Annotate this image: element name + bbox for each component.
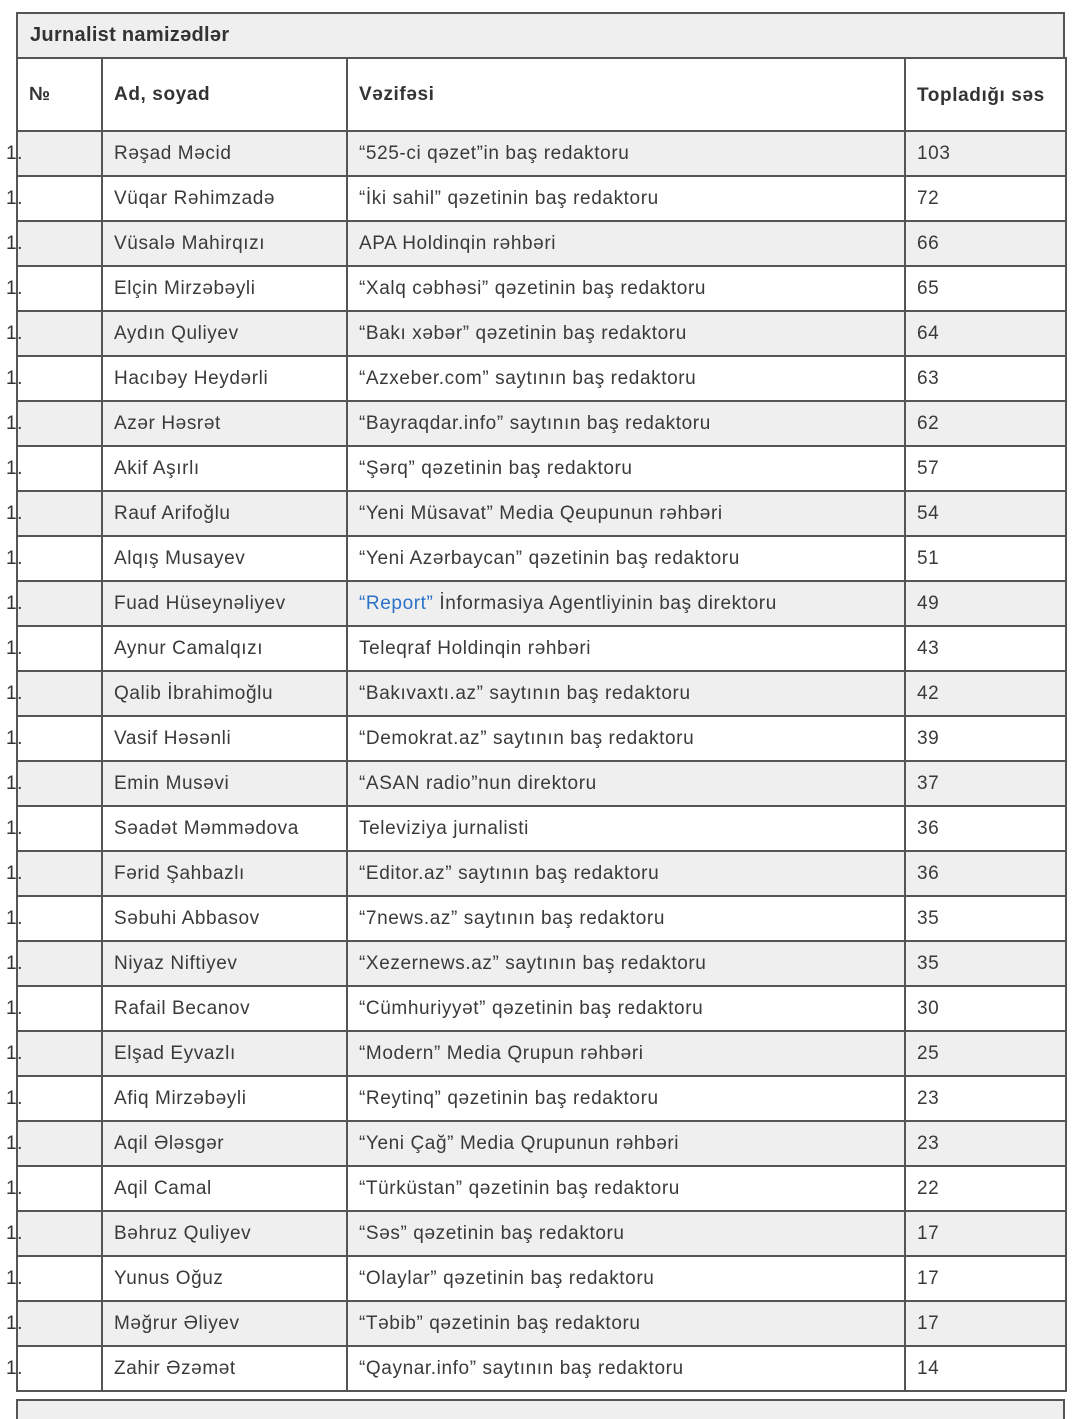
candidate-position: “Qaynar.info” saytının baş redaktoru — [347, 1346, 905, 1391]
candidate-name: Elşad Eyvazlı — [102, 1031, 347, 1076]
table-row — [17, 536, 1066, 581]
candidate-position: “ASAN radio”nun direktoru — [347, 761, 905, 806]
candidate-position: “525-ci qəzet”in baş redaktoru — [347, 131, 905, 176]
candidate-name: Aqil Camal — [102, 1166, 347, 1211]
row-number: 1. — [6, 682, 24, 704]
table-row — [17, 671, 1066, 716]
row-number-cell — [6, 716, 102, 761]
row-number: 1. — [6, 502, 24, 524]
candidate-name: Fuad Hüseynəliyev — [102, 581, 347, 626]
candidate-position: “Türküstan” qəzetinin baş redaktoru — [347, 1166, 905, 1211]
candidate-name: Akif Aşırlı — [102, 446, 347, 491]
candidate-name: Səadət Məmmədova — [102, 806, 347, 851]
table-row — [17, 806, 1066, 851]
table-row — [17, 1031, 1066, 1076]
candidate-name: Rauf Arifoğlu — [102, 491, 347, 536]
candidate-name: Aydın Quliyev — [102, 311, 347, 356]
candidate-position: “Təbib” qəzetinin baş redaktoru — [347, 1301, 905, 1346]
candidate-votes: 17 — [905, 1301, 1066, 1346]
table-row — [17, 266, 1066, 311]
candidate-position: APA Holdinqin rəhbəri — [347, 221, 905, 266]
row-number-cell — [6, 266, 102, 311]
candidate-votes: 51 — [905, 536, 1066, 581]
row-number-cell — [6, 446, 102, 491]
row-number: 1. — [6, 1042, 24, 1064]
row-number: 1. — [6, 862, 24, 884]
row-number: 1. — [6, 367, 24, 389]
table-row — [17, 491, 1066, 536]
table-row — [17, 1121, 1066, 1166]
candidate-name: Fərid Şahbazlı — [102, 851, 347, 896]
candidate-votes: 25 — [905, 1031, 1066, 1076]
row-number: 1. — [6, 547, 24, 569]
candidate-votes: 63 — [905, 356, 1066, 401]
row-number: 1. — [6, 592, 24, 614]
table-row — [17, 716, 1066, 761]
row-number-cell — [6, 896, 102, 941]
candidate-votes: 103 — [905, 131, 1066, 176]
table-row — [17, 401, 1066, 446]
candidate-votes: 37 — [905, 761, 1066, 806]
row-number: 1. — [6, 1177, 24, 1199]
candidate-votes: 54 — [905, 491, 1066, 536]
candidate-position: “Reytinq” qəzetinin baş redaktoru — [347, 1076, 905, 1121]
row-number: 1. — [6, 1357, 24, 1379]
candidate-name: Emin Musəvi — [102, 761, 347, 806]
candidate-votes: 57 — [905, 446, 1066, 491]
candidate-votes: 36 — [905, 806, 1066, 851]
table-row — [17, 1346, 1066, 1391]
row-number-cell — [6, 401, 102, 446]
row-number-cell — [6, 221, 102, 266]
row-number-cell — [6, 941, 102, 986]
candidate-name: Aynur Camalqızı — [102, 626, 347, 671]
candidate-votes: 43 — [905, 626, 1066, 671]
candidate-position: “Yeni Çağ” Media Qrupunun rəhbəri — [347, 1121, 905, 1166]
row-number-cell — [6, 581, 102, 626]
header-row — [17, 58, 1066, 131]
table-row — [17, 941, 1066, 986]
table-footer-row — [16, 1399, 1065, 1419]
candidate-votes: 22 — [905, 1166, 1066, 1211]
row-number-cell — [6, 1256, 102, 1301]
candidate-name: Afiq Mirzəbəyli — [102, 1076, 347, 1121]
candidate-position: “Azxeber.com” saytının baş redaktoru — [347, 356, 905, 401]
row-number-cell — [6, 1031, 102, 1076]
candidate-votes: 66 — [905, 221, 1066, 266]
candidate-position: “Xezernews.az” saytının baş redaktoru — [347, 941, 905, 986]
table-row — [17, 1211, 1066, 1256]
row-number: 1. — [6, 412, 24, 434]
candidate-votes: 14 — [905, 1346, 1066, 1391]
candidate-name: Vüsalə Mahirqızı — [102, 221, 347, 266]
table-row — [17, 626, 1066, 671]
candidate-votes: 35 — [905, 941, 1066, 986]
row-number: 1. — [6, 1132, 24, 1154]
row-number: 1. — [6, 187, 24, 209]
table-row — [17, 311, 1066, 356]
candidate-votes: 49 — [905, 581, 1066, 626]
row-number: 1. — [6, 907, 24, 929]
row-number-cell — [6, 491, 102, 536]
candidates-grid — [6, 57, 1067, 1392]
row-number: 1. — [6, 232, 24, 254]
candidate-votes: 62 — [905, 401, 1066, 446]
candidate-votes: 30 — [905, 986, 1066, 1031]
row-number-cell — [6, 1211, 102, 1256]
candidate-position: “Modern” Media Qrupun rəhbəri — [347, 1031, 905, 1076]
row-number: 1. — [6, 1267, 24, 1289]
candidate-votes: 72 — [905, 176, 1066, 221]
candidate-position: “7news.az” saytının baş redaktoru — [347, 896, 905, 941]
candidate-name: Rafail Becanov — [102, 986, 347, 1031]
table-row — [17, 131, 1066, 176]
candidate-name: Aqil Ələsgər — [102, 1121, 347, 1166]
position-header: Vəzifəsi — [347, 58, 905, 131]
candidate-votes: 65 — [905, 266, 1066, 311]
votes-header: Topladığı səs — [905, 58, 1066, 131]
row-number-cell — [6, 626, 102, 671]
row-number: 1. — [6, 637, 24, 659]
candidate-name: Hacıbəy Heydərli — [102, 356, 347, 401]
candidate-position: “Bakı xəbər” qəzetinin baş redaktoru — [347, 311, 905, 356]
row-number-cell — [6, 1166, 102, 1211]
row-number-cell — [6, 356, 102, 401]
row-number-cell — [6, 761, 102, 806]
row-number-cell — [6, 671, 102, 716]
table-row — [17, 761, 1066, 806]
row-number-cell — [6, 536, 102, 581]
candidate-name: Səbuhi Abbasov — [102, 896, 347, 941]
candidate-name: Vasif Həsənli — [102, 716, 347, 761]
row-number: 1. — [6, 952, 24, 974]
candidate-name: Rəşad Məcid — [102, 131, 347, 176]
candidate-position: “Cümhuriyyət” qəzetinin baş redaktoru — [347, 986, 905, 1031]
row-number-cell — [6, 176, 102, 221]
candidate-name: Zahir Əzəmət — [102, 1346, 347, 1391]
candidate-votes: 39 — [905, 716, 1066, 761]
position-text: İnformasiya Agentliyinin baş direktoru — [433, 592, 777, 614]
table-row — [17, 896, 1066, 941]
table-row — [17, 1256, 1066, 1301]
candidates-table — [6, 12, 1065, 1392]
row-number: 1. — [6, 1087, 24, 1109]
candidate-votes: 17 — [905, 1256, 1066, 1301]
number-header: № — [17, 58, 102, 131]
candidate-votes: 42 — [905, 671, 1066, 716]
row-number-cell — [6, 851, 102, 896]
table-row — [17, 221, 1066, 266]
row-number-cell — [6, 986, 102, 1031]
row-number: 1. — [6, 817, 24, 839]
table-row — [17, 851, 1066, 896]
candidate-votes: 23 — [905, 1121, 1066, 1166]
row-number-cell — [6, 131, 102, 176]
candidate-position: Teleqraf Holdinqin rəhbəri — [347, 626, 905, 671]
candidate-name: Elçin Mirzəbəyli — [102, 266, 347, 311]
candidate-votes: 23 — [905, 1076, 1066, 1121]
candidate-position: “Səs” qəzetinin baş redaktoru — [347, 1211, 905, 1256]
candidate-votes: 64 — [905, 311, 1066, 356]
row-number: 1. — [6, 1222, 24, 1244]
table-row — [17, 1301, 1066, 1346]
row-number-cell — [6, 1301, 102, 1346]
row-number: 1. — [6, 772, 24, 794]
candidate-name: Vüqar Rəhimzadə — [102, 176, 347, 221]
candidate-votes: 17 — [905, 1211, 1066, 1256]
row-number: 1. — [6, 997, 24, 1019]
candidate-name: Məğrur Əliyev — [102, 1301, 347, 1346]
row-number-cell — [6, 806, 102, 851]
report-link[interactable]: “Report” — [359, 592, 434, 614]
candidate-position: “Bayraqdar.info” saytının baş redaktoru — [347, 401, 905, 446]
candidate-name: Bəhruz Quliyev — [102, 1211, 347, 1256]
candidate-name: Alqış Musayev — [102, 536, 347, 581]
candidate-position: Televiziya jurnalisti — [347, 806, 905, 851]
candidate-position: “Demokrat.az” saytının baş redaktoru — [347, 716, 905, 761]
candidate-position: “Yeni Müsavat” Media Qeupunun rəhbəri — [347, 491, 905, 536]
candidate-position: “Şərq” qəzetinin baş redaktoru — [347, 446, 905, 491]
table-title: Jurnalist namizədlər — [16, 12, 1065, 57]
candidate-name: Yunus Oğuz — [102, 1256, 347, 1301]
name-header: Ad, soyad — [102, 58, 347, 131]
row-number: 1. — [6, 142, 24, 164]
table-row — [17, 1166, 1066, 1211]
table-row — [17, 581, 1066, 626]
candidate-position — [347, 581, 905, 626]
candidate-votes: 36 — [905, 851, 1066, 896]
candidate-position: “Yeni Azərbaycan” qəzetinin baş redaktoru — [347, 536, 905, 581]
candidate-position: “Xalq cəbhəsi” qəzetinin baş redaktoru — [347, 266, 905, 311]
candidate-name: Qalib İbrahimoğlu — [102, 671, 347, 716]
candidate-votes: 35 — [905, 896, 1066, 941]
row-number: 1. — [6, 322, 24, 344]
row-number: 1. — [6, 457, 24, 479]
row-number-cell — [6, 1076, 102, 1121]
row-number-cell — [6, 1121, 102, 1166]
row-number-cell — [6, 1346, 102, 1391]
row-number: 1. — [6, 1312, 24, 1334]
table-row — [17, 356, 1066, 401]
candidate-name: Azər Həsrət — [102, 401, 347, 446]
table-row — [17, 986, 1066, 1031]
candidate-name: Niyaz Niftiyev — [102, 941, 347, 986]
table-row — [17, 1076, 1066, 1121]
table-row — [17, 176, 1066, 221]
row-number-cell — [6, 311, 102, 356]
candidate-position: “Olaylar” qəzetinin baş redaktoru — [347, 1256, 905, 1301]
candidate-position: “İki sahil” qəzetinin baş redaktoru — [347, 176, 905, 221]
table-row — [17, 446, 1066, 491]
row-number: 1. — [6, 727, 24, 749]
row-number: 1. — [6, 277, 24, 299]
candidate-position: “Bakıvaxtı.az” saytının baş redaktoru — [347, 671, 905, 716]
candidate-position: “Editor.az” saytının baş redaktoru — [347, 851, 905, 896]
